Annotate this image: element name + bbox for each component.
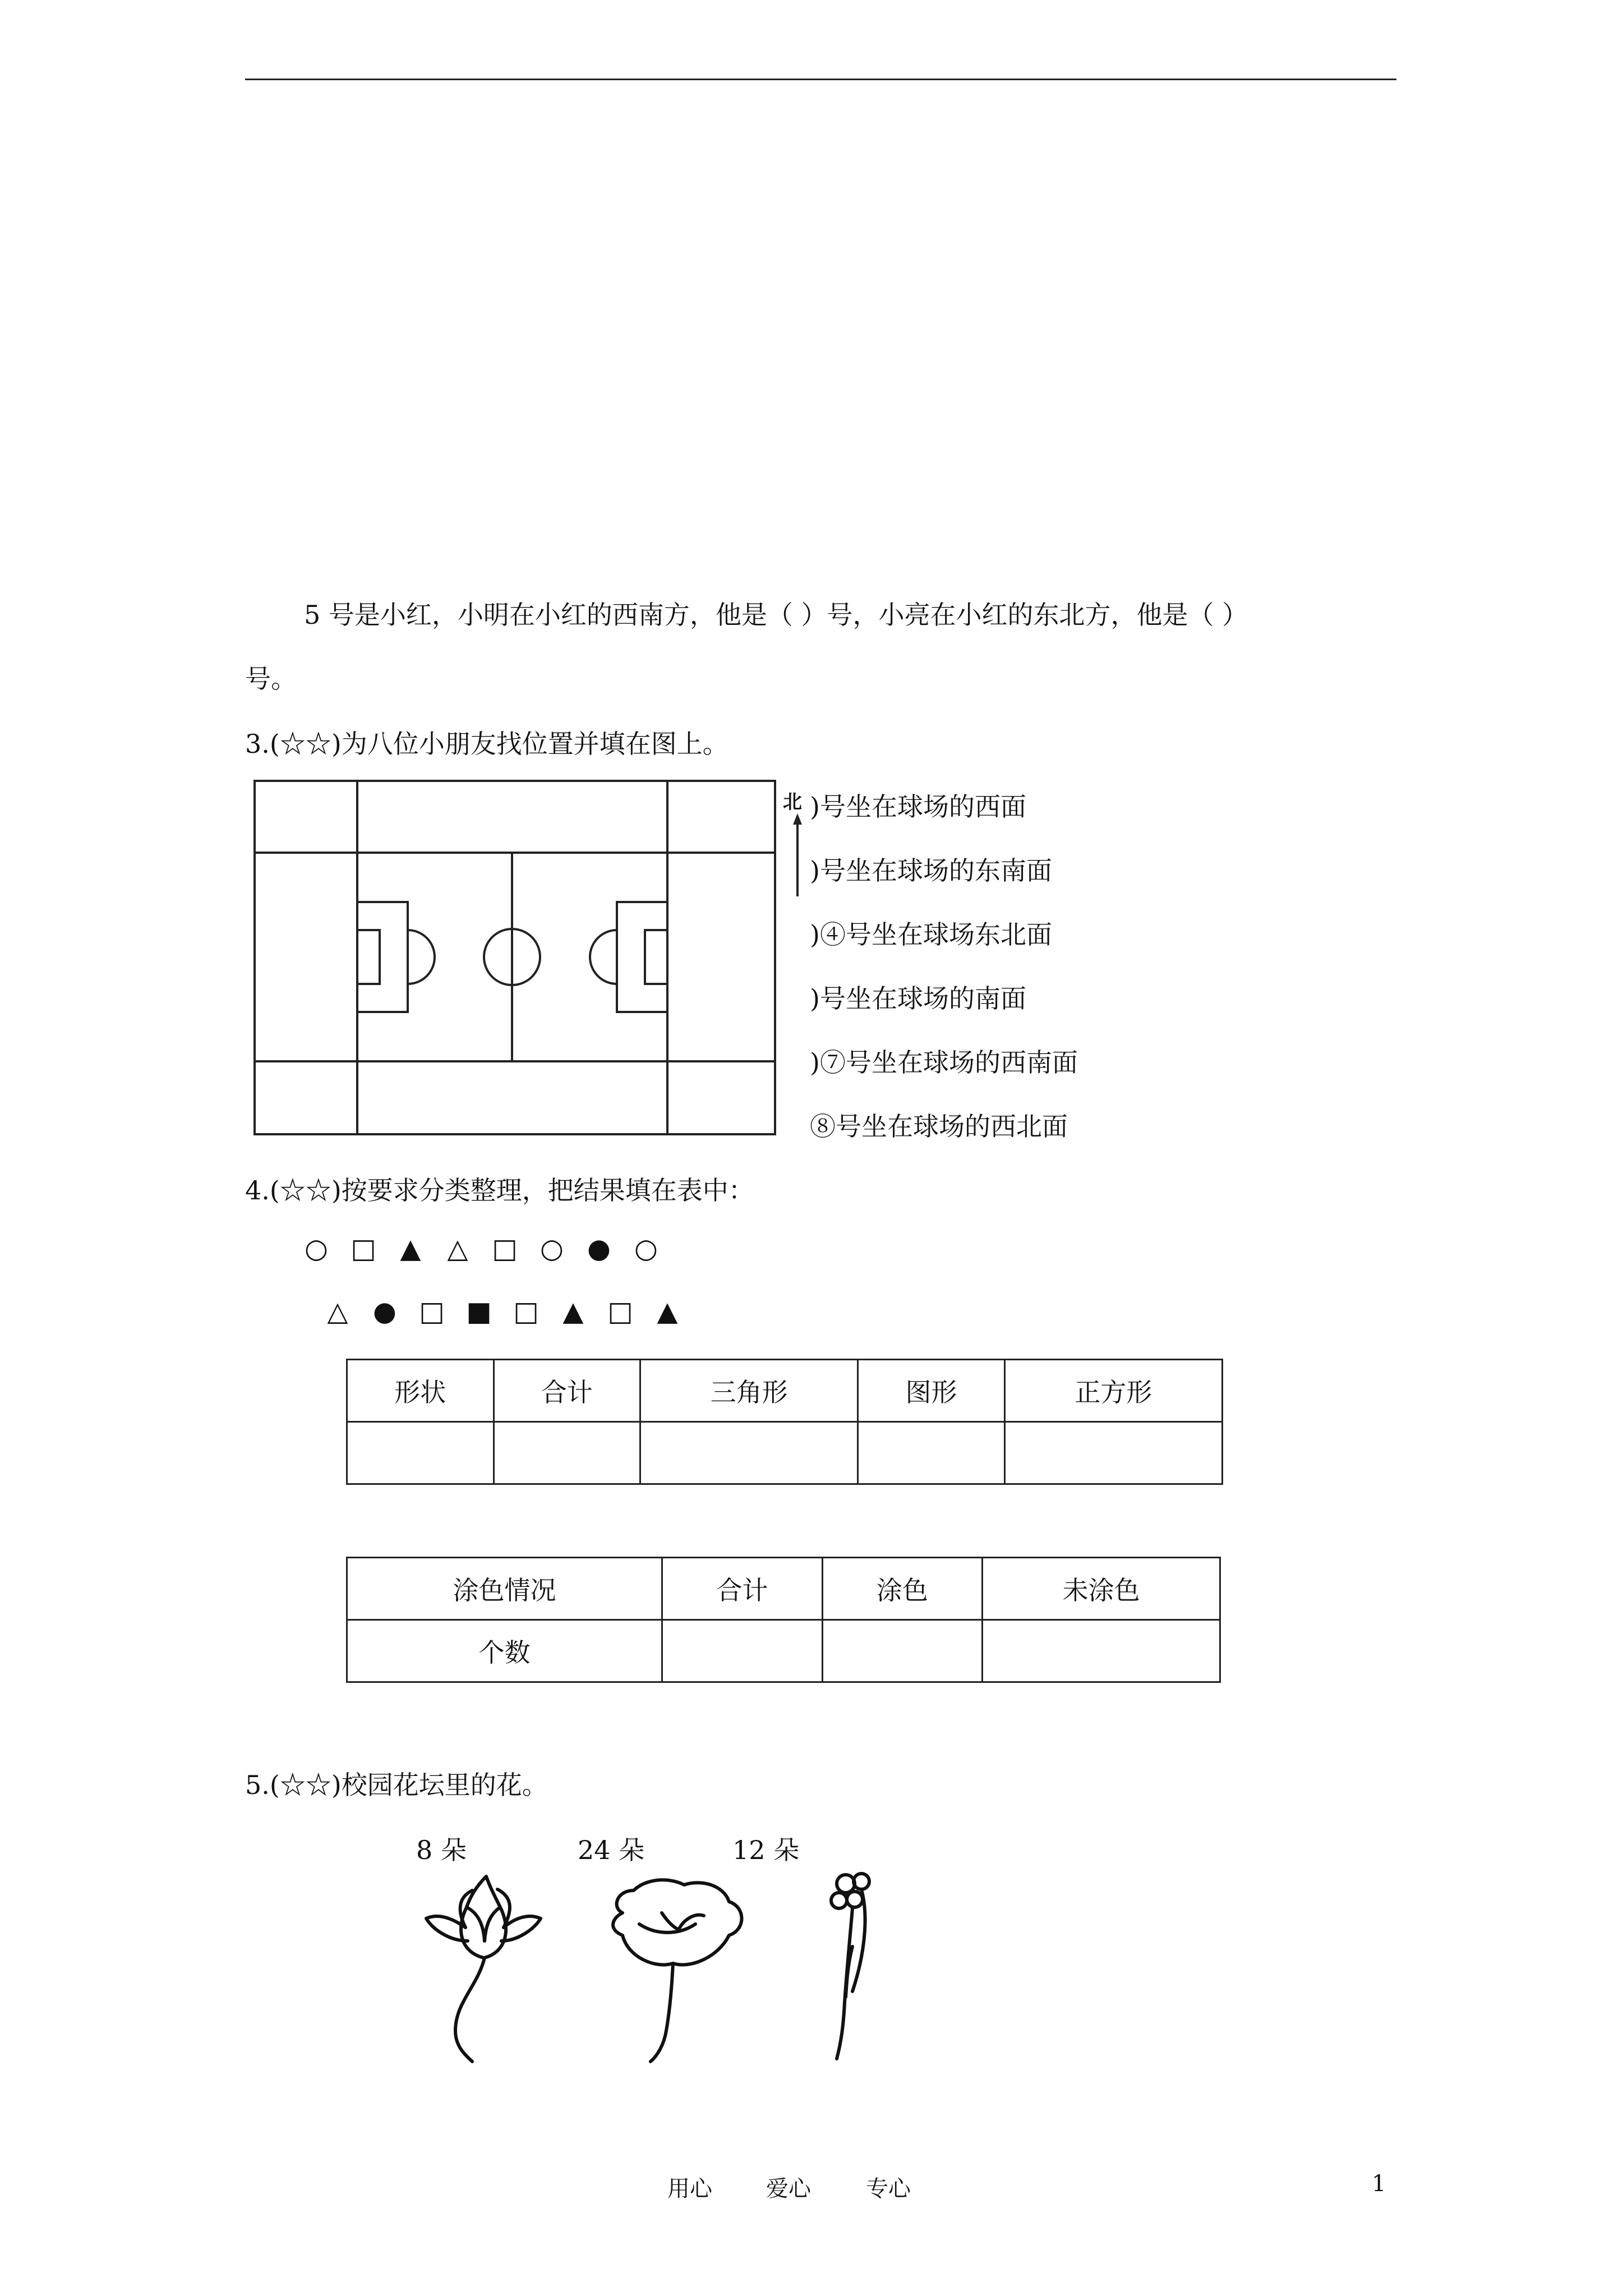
table-header: 合计 [662, 1558, 823, 1620]
shapes-row-1 [293, 1233, 670, 1264]
statement-northeast: )④号坐在球场东北面 [810, 919, 1052, 950]
question5-title: 5.(☆☆)校园花坛里的花。 [245, 1770, 548, 1800]
square-icon: □ [351, 1233, 376, 1264]
shapes-row-2 [314, 1296, 691, 1327]
berry-sprig-icon [824, 1868, 892, 2064]
filled-triangle-icon: ▲ [657, 1296, 678, 1327]
table-cell[interactable] [822, 1620, 983, 1682]
table-header: 形状 [347, 1360, 494, 1422]
table-cell[interactable] [983, 1620, 1220, 1682]
flower-count-1: 8 朵 [416, 1835, 467, 1865]
statement-southeast: )号坐在球场的东南面 [810, 855, 1052, 886]
circle-icon: ○ [634, 1233, 658, 1264]
lotus-flower-icon [422, 1874, 545, 2064]
table-cell[interactable] [494, 1422, 640, 1484]
square-icon: □ [419, 1296, 445, 1327]
triangle-icon: △ [447, 1233, 468, 1264]
table-header: 涂色 [822, 1558, 983, 1620]
statement-southwest: )⑦号坐在球场的西南面 [810, 1047, 1078, 1078]
table-header: 未涂色 [983, 1558, 1220, 1620]
circle-icon: ○ [540, 1233, 564, 1264]
color-count-table [346, 1557, 1221, 1683]
square-icon: □ [513, 1296, 539, 1327]
footer-motto-2: 爱心 [766, 2176, 811, 2202]
table-cell[interactable] [640, 1422, 858, 1484]
filled-circle-icon: ● [587, 1233, 611, 1264]
filled-triangle-icon: ▲ [400, 1233, 421, 1264]
flower-count-3: 12 朵 [732, 1835, 800, 1865]
page-number: 1 [1372, 2171, 1386, 2197]
table-cell[interactable] [347, 1422, 494, 1484]
filled-square-icon: ■ [466, 1296, 492, 1327]
question4-title: 4.(☆☆)按要求分类整理，把结果填在表中： [245, 1175, 754, 1205]
table-header: 合计 [494, 1360, 640, 1422]
north-arrow-icon [791, 813, 804, 898]
table-header: 涂色情况 [347, 1558, 662, 1620]
north-label: 北 [783, 791, 802, 813]
statement-south: )号坐在球场的南面 [810, 983, 1026, 1014]
circle-icon: ○ [305, 1233, 328, 1264]
filled-circle-icon: ● [373, 1296, 396, 1327]
stadium-diagram [253, 780, 781, 1139]
statement-northwest: ⑧号坐在球场的西北面 [810, 1111, 1068, 1142]
table-cell[interactable] [662, 1620, 823, 1682]
flower-count-2: 24 朵 [578, 1835, 645, 1865]
table-header: 正方形 [1004, 1360, 1222, 1422]
question2-line1: 5 号是小红，小明在小红的西南方，他是（ ）号，小亮在小红的东北方，他是（ ） [304, 600, 1248, 630]
question2-line2: 号。 [245, 664, 297, 694]
table-row-label: 个数 [347, 1620, 662, 1682]
table-header: 图形 [858, 1360, 1005, 1422]
shape-count-table [346, 1359, 1223, 1485]
table-cell[interactable] [858, 1422, 1005, 1484]
morning-glory-icon [606, 1874, 751, 2064]
table-cell[interactable] [1004, 1422, 1222, 1484]
filled-triangle-icon: ▲ [562, 1296, 584, 1327]
footer-motto-3: 专心 [866, 2176, 911, 2202]
table-header: 三角形 [640, 1360, 858, 1422]
statement-west: )号坐在球场的西面 [810, 792, 1026, 822]
square-icon: □ [607, 1296, 633, 1327]
square-icon: □ [492, 1233, 518, 1264]
header-rule [245, 79, 1396, 80]
question3-title: 3.(☆☆)为八位小朋友找位置并填在图上。 [245, 729, 728, 759]
triangle-icon: △ [327, 1296, 348, 1327]
footer-motto-1: 用心 [667, 2176, 712, 2202]
